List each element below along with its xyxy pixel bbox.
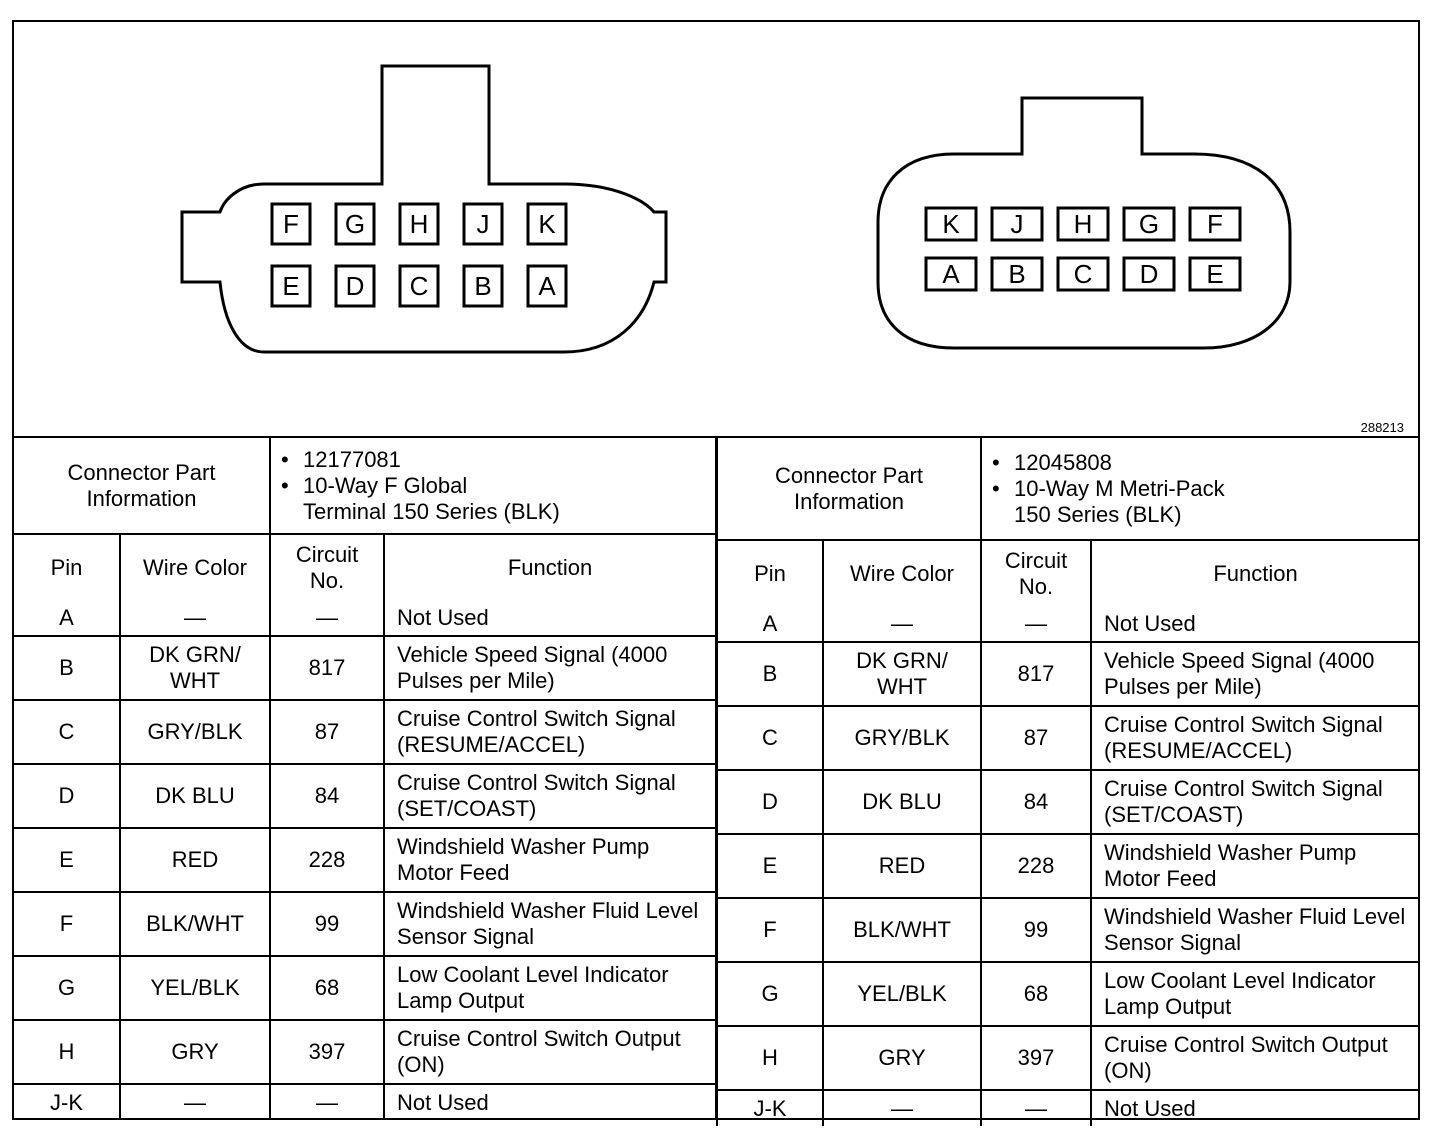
pin-label: J: [476, 209, 490, 239]
diagram-frame: [12, 20, 1420, 1120]
table-row: [717, 642, 1419, 706]
pin-cell: B: [717, 642, 823, 706]
table-row: [717, 1090, 1419, 1126]
wire-color-cell: YEL/BLK: [120, 956, 270, 1020]
circuit-cell: 68: [270, 956, 384, 1020]
pin-label: A: [538, 271, 556, 301]
description-line-1: 10-Way M Metri-Pack: [1014, 475, 1225, 501]
connector-1-pin: [464, 266, 502, 306]
circuit-cell: —: [981, 606, 1091, 642]
wire-color-cell: GRY: [823, 1026, 981, 1090]
wire-color-cell: RED: [120, 828, 270, 892]
table-row: [717, 962, 1419, 1026]
table-row: [717, 1026, 1419, 1090]
pin-cell: J-K: [717, 1090, 823, 1126]
pin-label: E: [1206, 259, 1224, 289]
pin-label: F: [283, 209, 299, 239]
pin-label: A: [942, 259, 960, 289]
connector-2-pin: [992, 208, 1042, 240]
function-cell: Vehicle Speed Signal (4000 Pulses per Mile): [384, 636, 716, 700]
circuit-cell: 99: [981, 898, 1091, 962]
connector-part-info: [981, 438, 1419, 540]
pin-label: G: [344, 209, 366, 239]
function-cell: Not Used: [1091, 606, 1419, 642]
pin-cell: A: [14, 600, 120, 636]
wire-color-cell: —: [120, 600, 270, 636]
circuit-cell: 99: [270, 892, 384, 956]
function-cell: Cruise Control Switch Output (ON): [1091, 1026, 1419, 1090]
circuit-cell: 68: [981, 962, 1091, 1026]
circuit-cell: 84: [270, 764, 384, 828]
circuit-cell: 84: [981, 770, 1091, 834]
header-circuit: Circuit No.: [981, 540, 1091, 606]
connector-2-pin: [1124, 208, 1174, 240]
connector-1-pin: [336, 204, 374, 244]
header-function: Function: [1091, 540, 1419, 606]
pin-label: E: [282, 271, 300, 301]
connector-part-info: [270, 438, 716, 534]
table-row: [717, 770, 1419, 834]
header-wire-color: Wire Color: [120, 534, 270, 600]
circuit-cell: 817: [270, 636, 384, 700]
table-row: [14, 956, 716, 1020]
pin-label: K: [538, 209, 556, 239]
connector-2-pin: [1190, 208, 1240, 240]
function-cell: Cruise Control Switch Signal (SET/COAST): [1091, 770, 1419, 834]
table-row: [14, 828, 716, 892]
connector-2-pin: [926, 258, 976, 290]
pin-cell: D: [14, 764, 120, 828]
part-description: [277, 473, 709, 525]
function-cell: Not Used: [1091, 1090, 1419, 1126]
table-row: [717, 834, 1419, 898]
function-cell: Windshield Washer Pump Motor Feed: [1091, 834, 1419, 898]
table-row: [14, 636, 716, 700]
connector-1-rows: [14, 600, 716, 1120]
pin-cell: B: [14, 636, 120, 700]
wire-color-cell: —: [823, 1090, 981, 1126]
connector-info-label: Connector Part Information: [14, 438, 270, 534]
wire-color-cell: BLK/WHT: [823, 898, 981, 962]
circuit-cell: —: [270, 600, 384, 636]
wire-color-cell: —: [120, 1084, 270, 1120]
pin-cell: D: [717, 770, 823, 834]
pin-label: G: [1138, 209, 1160, 239]
pin-label: D: [1139, 259, 1159, 289]
pin-label: H: [1073, 209, 1093, 239]
function-cell: Windshield Washer Fluid Level Sensor Signal: [1091, 898, 1419, 962]
pin-cell: H: [14, 1020, 120, 1084]
function-cell: Not Used: [384, 600, 716, 636]
table-row: [14, 700, 716, 764]
connector-2-rows: [717, 606, 1419, 1126]
pin-cell: A: [717, 606, 823, 642]
description-line-2: Terminal 150 Series (BLK): [303, 498, 560, 524]
wire-color-cell: GRY/BLK: [120, 700, 270, 764]
pin-label: K: [942, 209, 960, 239]
pin-label: H: [409, 209, 429, 239]
header-function: Function: [384, 534, 716, 600]
connector-1-pin: [336, 266, 374, 306]
connector-info-label: Connector Part Information: [717, 438, 981, 540]
table-row: [14, 1020, 716, 1084]
circuit-cell: —: [270, 1084, 384, 1120]
connector-1-pin: [400, 204, 438, 244]
wire-color-cell: —: [823, 606, 981, 642]
description-line-2: 150 Series (BLK): [1014, 501, 1182, 527]
table-row: [14, 1084, 716, 1120]
function-cell: Windshield Washer Fluid Level Sensor Signal: [384, 892, 716, 956]
connector-2-table: [716, 438, 1419, 1126]
table-row: [717, 706, 1419, 770]
header-pin: Pin: [717, 540, 823, 606]
wire-color-cell: YEL/BLK: [823, 962, 981, 1026]
pin-label: C: [1073, 259, 1093, 289]
pin-label: F: [1207, 209, 1223, 239]
header-pin: Pin: [14, 534, 120, 600]
connector-1-table: [14, 438, 717, 1120]
table-row: [717, 606, 1419, 642]
function-cell: Windshield Washer Pump Motor Feed: [384, 828, 716, 892]
pin-label: B: [1008, 259, 1026, 289]
connector-tables: [14, 436, 1418, 1120]
pin-cell: C: [717, 706, 823, 770]
pin-cell: J-K: [14, 1084, 120, 1120]
circuit-cell: 228: [270, 828, 384, 892]
function-cell: Low Coolant Level Indicator Lamp Output: [1091, 962, 1419, 1026]
wire-color-cell: DK BLU: [120, 764, 270, 828]
connector-1-pin: [528, 266, 566, 306]
pin-cell: F: [717, 898, 823, 962]
pin-label: C: [409, 271, 429, 301]
circuit-cell: 87: [981, 706, 1091, 770]
function-cell: Cruise Control Switch Signal (SET/COAST): [384, 764, 716, 828]
wire-color-cell: DK BLU: [823, 770, 981, 834]
function-cell: Cruise Control Switch Signal (RESUME/ACCEL): [384, 700, 716, 764]
connector-1-pin: [464, 204, 502, 244]
part-number: • 12045808: [988, 450, 1413, 476]
connector-2-pin: [1058, 258, 1108, 290]
circuit-cell: 817: [981, 642, 1091, 706]
header-circuit: Circuit No.: [270, 534, 384, 600]
function-cell: Vehicle Speed Signal (4000 Pulses per Mile): [1091, 642, 1419, 706]
connector-2-pin: [1058, 208, 1108, 240]
circuit-cell: 87: [270, 700, 384, 764]
wire-color-cell: RED: [823, 834, 981, 898]
pin-cell: F: [14, 892, 120, 956]
connector-drawings: [14, 22, 1418, 436]
circuit-cell: 397: [981, 1026, 1091, 1090]
pin-cell: G: [717, 962, 823, 1026]
table-row: [14, 892, 716, 956]
wire-color-cell: GRY/BLK: [823, 706, 981, 770]
pin-label: D: [345, 271, 365, 301]
connector-2-pin: [926, 208, 976, 240]
part-description: [988, 476, 1413, 528]
figure-id: 288213: [1360, 420, 1404, 435]
table-row: [14, 764, 716, 828]
part-number: • 12177081: [277, 447, 709, 473]
pin-cell: E: [717, 834, 823, 898]
function-cell: Cruise Control Switch Signal (RESUME/ACCEL): [1091, 706, 1419, 770]
table-row: [14, 600, 716, 636]
circuit-cell: 228: [981, 834, 1091, 898]
circuit-cell: —: [981, 1090, 1091, 1126]
pin-cell: E: [14, 828, 120, 892]
pin-cell: H: [717, 1026, 823, 1090]
pin-cell: C: [14, 700, 120, 764]
connector-2-pin: [992, 258, 1042, 290]
connector-1-pin: [272, 266, 310, 306]
circuit-cell: 397: [270, 1020, 384, 1084]
pin-cell: G: [14, 956, 120, 1020]
connector-2-pin: [1124, 258, 1174, 290]
function-cell: Low Coolant Level Indicator Lamp Output: [384, 956, 716, 1020]
wire-color-cell: DK GRN/ WHT: [120, 636, 270, 700]
function-cell: Not Used: [384, 1084, 716, 1120]
pin-label: B: [474, 271, 492, 301]
connector-diagram: [14, 22, 1418, 436]
connector-2-pin: [1190, 258, 1240, 290]
wire-color-cell: GRY: [120, 1020, 270, 1084]
table-row: [717, 898, 1419, 962]
connector-1-pin: [400, 266, 438, 306]
connector-1-pin: [272, 204, 310, 244]
header-wire-color: Wire Color: [823, 540, 981, 606]
wire-color-cell: BLK/WHT: [120, 892, 270, 956]
description-line-1: 10-Way F Global: [303, 472, 468, 498]
wire-color-cell: DK GRN/ WHT: [823, 642, 981, 706]
connector-1-pin: [528, 204, 566, 244]
pin-label: J: [1010, 209, 1024, 239]
function-cell: Cruise Control Switch Output (ON): [384, 1020, 716, 1084]
